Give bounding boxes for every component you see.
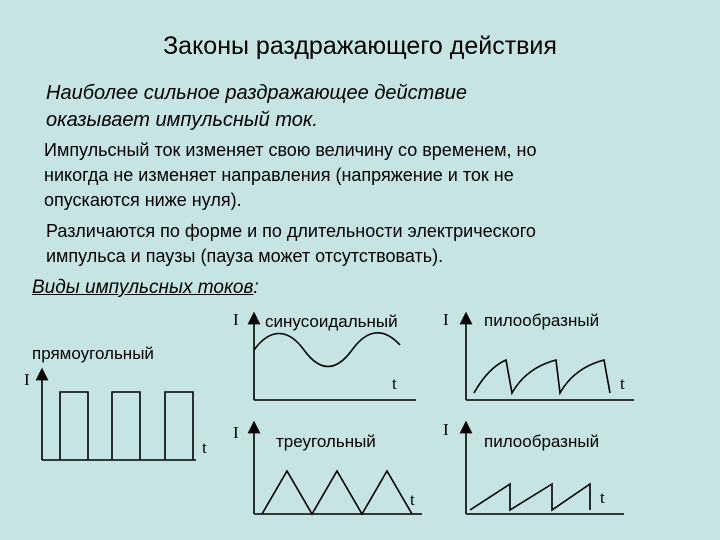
axis-t-sawtooth-top: t bbox=[620, 374, 625, 393]
paragraph1-line-3: опускаются ниже нуля). bbox=[44, 190, 242, 210]
page-title: Законы раздражающего действия bbox=[163, 32, 557, 60]
triangular-wave bbox=[262, 471, 412, 514]
paragraph1-line-2: никогда не изменяет направления (напряжение и ток не bbox=[44, 165, 514, 185]
label-sawtooth-top: пилообразный bbox=[484, 311, 600, 330]
sawtooth-bottom-wave bbox=[470, 484, 590, 510]
rectangular-wave bbox=[60, 392, 193, 460]
axis-t-rectangular: t bbox=[202, 438, 207, 457]
graph-sawtooth-top bbox=[466, 318, 634, 400]
axis-i-sawtooth-bottom: I bbox=[443, 420, 449, 439]
axis-i-sawtooth-top: I bbox=[443, 310, 449, 329]
axis-i-triangular: I bbox=[233, 423, 239, 442]
axis-t-sawtooth-bottom: t bbox=[600, 488, 605, 507]
axis-t-triangular: t bbox=[410, 490, 415, 509]
label-triangular: треугольный bbox=[276, 432, 376, 451]
graph-triangular bbox=[254, 427, 422, 514]
axis-i-sinusoidal: I bbox=[233, 310, 239, 329]
intro-line-1: Наиболее сильное раздражающее действие bbox=[46, 82, 468, 104]
label-sinusoidal: синусоидальный bbox=[265, 312, 398, 331]
graph-rectangular bbox=[42, 374, 196, 460]
graph-sawtooth-bottom bbox=[466, 427, 624, 514]
axis-t-sinusoidal: t bbox=[392, 374, 397, 393]
paragraph2-line-2: импульса и паузы (пауза может отсутствовать). bbox=[46, 246, 444, 266]
sawtooth-top-wave bbox=[474, 360, 610, 393]
intro-line-2: оказывает импульсный ток. bbox=[46, 109, 318, 131]
kinds-heading-colon: : bbox=[253, 277, 259, 298]
axis-i-rectangular: I bbox=[24, 370, 30, 389]
paragraph1-line-1: Импульсный ток изменяет свою величину со временем, но bbox=[44, 140, 537, 160]
kinds-heading-text: Виды импульсных токов bbox=[32, 277, 254, 298]
label-rectangular: прямоугольный bbox=[32, 344, 154, 363]
sinusoidal-wave bbox=[254, 333, 400, 367]
label-sawtooth-bottom: пилообразный bbox=[484, 432, 600, 451]
paragraph2-line-1: Различаются по форме и по длительности электрического bbox=[46, 221, 536, 241]
graph-sinusoidal bbox=[254, 318, 416, 400]
